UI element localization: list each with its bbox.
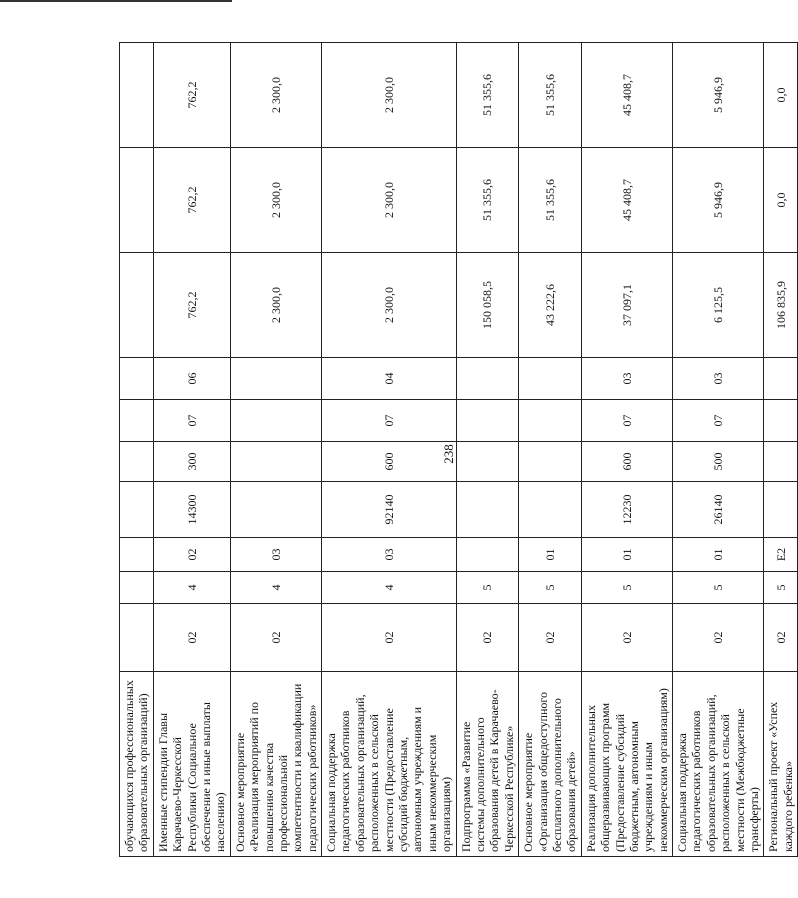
code-section-cell [764, 400, 798, 442]
code-event-cell: 01 [519, 538, 582, 572]
code-expense-type-cell [519, 442, 582, 482]
code-expense-type-cell: 500 [673, 442, 764, 482]
code-expense-type-cell [120, 442, 154, 482]
row-name-cell: Основное мероприятие «Организация общедоступного бесплатного дополнительного образования детей» [519, 672, 582, 857]
code-subsection-cell: 04 [322, 358, 457, 400]
code-section-cell: 07 [673, 400, 764, 442]
code-subprogram-cell: 5 [673, 572, 764, 604]
code-expense-type-cell: 300 [153, 442, 230, 482]
code-subprogram-cell: 5 [519, 572, 582, 604]
code-subprogram-cell: 5 [456, 572, 519, 604]
code-subsection-cell: 06 [153, 358, 230, 400]
code-subsection-cell: 03 [581, 358, 672, 400]
table-row [120, 43, 154, 857]
code-subprogram-cell: 4 [322, 572, 457, 604]
amount-year-2-cell [120, 148, 154, 253]
code-subsection-cell [456, 358, 519, 400]
amount-year-1-cell: 106 835,9 [764, 253, 798, 358]
code-section-cell [120, 400, 154, 442]
row-name-cell: Региональный проект «Успех каждого ребенка» [764, 672, 798, 857]
code-section-cell: 07 [153, 400, 230, 442]
amount-year-3-cell: 51 355,6 [456, 43, 519, 148]
row-name-cell: Подпрограмма «Развитие системы дополнительного образования детей в Карачаево-Черкесской Республике» [456, 672, 519, 857]
table-row [230, 43, 321, 857]
amount-year-1-cell: 6 125,5 [673, 253, 764, 358]
code-subsection-cell [120, 358, 154, 400]
code-direction-cell [120, 482, 154, 538]
page-number: 238 [441, 444, 456, 464]
code-expense-type-cell [764, 442, 798, 482]
code-direction-cell [519, 482, 582, 538]
code-program-cell: 02 [322, 604, 457, 672]
code-direction-cell [230, 482, 321, 538]
code-subprogram-cell: 5 [764, 572, 798, 604]
table-row [764, 43, 798, 857]
code-program-cell: 02 [519, 604, 582, 672]
code-event-cell: 03 [322, 538, 457, 572]
amount-year-3-cell [120, 43, 154, 148]
code-subprogram-cell: 4 [153, 572, 230, 604]
code-section-cell [230, 400, 321, 442]
amount-year-2-cell: 0,0 [764, 148, 798, 253]
code-subsection-cell [230, 358, 321, 400]
amount-year-2-cell: 5 946,9 [673, 148, 764, 253]
code-expense-type-cell [230, 442, 321, 482]
code-section-cell: 07 [322, 400, 457, 442]
amount-year-2-cell: 51 355,6 [456, 148, 519, 253]
code-subprogram-cell: 4 [230, 572, 321, 604]
code-program-cell: 02 [673, 604, 764, 672]
table-row [673, 43, 764, 857]
code-event-cell: E2 [764, 538, 798, 572]
row-name-cell: Социальная поддержка педагогических работников образовательных организаций, расположенных в сельской местности (Предоставление субсидий бюджетным, автономным учреждениям и иным некоммерческим организациям) [322, 672, 457, 857]
amount-year-1-cell: 2 300,0 [230, 253, 321, 358]
amount-year-1-cell: 150 058,5 [456, 253, 519, 358]
amount-year-3-cell: 0,0 [764, 43, 798, 148]
amount-year-2-cell: 45 408,7 [581, 148, 672, 253]
code-program-cell: 02 [764, 604, 798, 672]
amount-year-3-cell: 51 355,6 [519, 43, 582, 148]
amount-year-1-cell: 43 222,6 [519, 253, 582, 358]
code-event-cell [120, 538, 154, 572]
row-name-cell: Основное мероприятие «Реализация мероприятий по повышению качества профессиональной компетентности и квалификации педагогических работников» [230, 672, 321, 857]
budget-table-frame [119, 43, 795, 857]
amount-year-2-cell: 51 355,6 [519, 148, 582, 253]
code-event-cell: 03 [230, 538, 321, 572]
code-section-cell [456, 400, 519, 442]
code-event-cell [456, 538, 519, 572]
amount-year-1-cell [120, 253, 154, 358]
row-name-cell: Социальная поддержка педагогических работников образовательных организаций, расположенных в сельской местности (Межбюджетные трансферты) [673, 672, 764, 857]
code-direction-cell: 92140 [322, 482, 457, 538]
amount-year-1-cell: 2 300,0 [322, 253, 457, 358]
code-program-cell: 02 [230, 604, 321, 672]
code-subprogram-cell: 5 [581, 572, 672, 604]
amount-year-1-cell: 762,2 [153, 253, 230, 358]
amount-year-3-cell: 762,2 [153, 43, 230, 148]
code-program-cell [120, 604, 154, 672]
amount-year-3-cell: 2 300,0 [230, 43, 321, 148]
table-row [153, 43, 230, 857]
table-row [322, 43, 457, 857]
table-row [519, 43, 582, 857]
code-program-cell: 02 [456, 604, 519, 672]
code-event-cell: 01 [581, 538, 672, 572]
budget-table [119, 42, 798, 857]
amount-year-2-cell: 2 300,0 [230, 148, 321, 253]
code-section-cell [519, 400, 582, 442]
row-name-cell: обучающихся профессиональных образовательных организаций) [120, 672, 154, 857]
table-row [456, 43, 519, 857]
code-subsection-cell [764, 358, 798, 400]
row-name-cell: Реализация дополнительных общеразвивающих программ (Предоставление субсидий бюджетным, автономным учреждениям и иным некоммерческим организациям) [581, 672, 672, 857]
code-section-cell: 07 [581, 400, 672, 442]
code-program-cell: 02 [581, 604, 672, 672]
code-direction-cell: 14300 [153, 482, 230, 538]
code-expense-type-cell: 600 [322, 442, 457, 482]
scan-edge-line [0, 0, 232, 2]
table-body [120, 43, 798, 857]
amount-year-3-cell: 45 408,7 [581, 43, 672, 148]
code-direction-cell: 12230 [581, 482, 672, 538]
amount-year-1-cell: 37 097,1 [581, 253, 672, 358]
code-subsection-cell [519, 358, 582, 400]
code-direction-cell [764, 482, 798, 538]
code-direction-cell: 26140 [673, 482, 764, 538]
code-subsection-cell: 03 [673, 358, 764, 400]
table-row [581, 43, 672, 857]
amount-year-3-cell: 2 300,0 [322, 43, 457, 148]
code-expense-type-cell [456, 442, 519, 482]
amount-year-2-cell: 762,2 [153, 148, 230, 253]
amount-year-3-cell: 5 946,9 [673, 43, 764, 148]
code-event-cell: 02 [153, 538, 230, 572]
code-direction-cell [456, 482, 519, 538]
code-event-cell: 01 [673, 538, 764, 572]
code-program-cell: 02 [153, 604, 230, 672]
code-subprogram-cell [120, 572, 154, 604]
code-expense-type-cell: 600 [581, 442, 672, 482]
row-name-cell: Именные стипендии Главы Карачаево-Черкесской Республики (Социальное обеспечение и иные выплаты населению) [153, 672, 230, 857]
amount-year-2-cell: 2 300,0 [322, 148, 457, 253]
